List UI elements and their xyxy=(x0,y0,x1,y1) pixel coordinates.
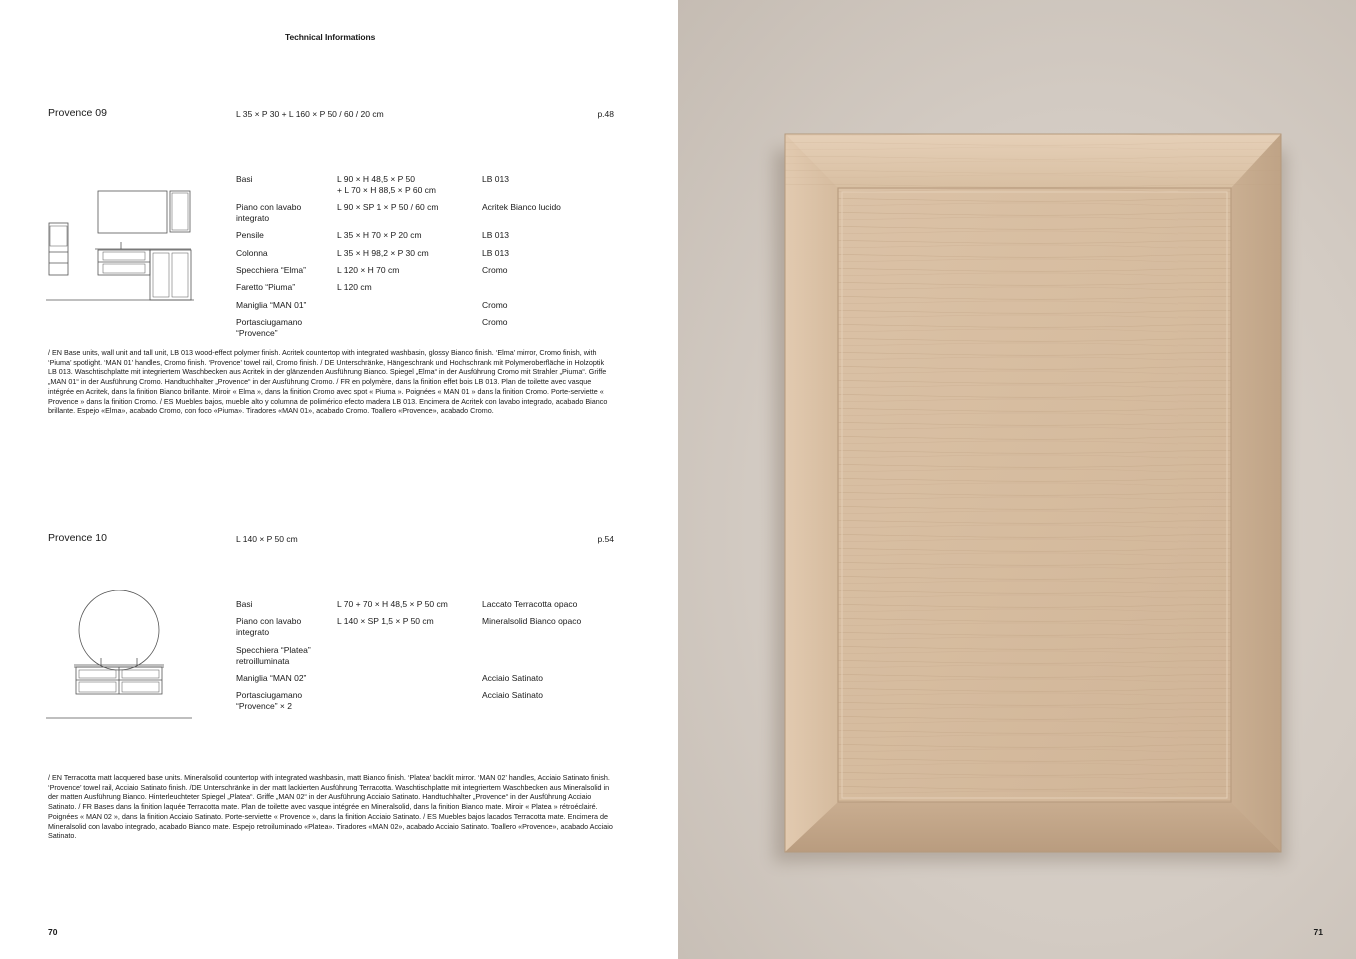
spec-size: L 35 × H 98,2 × P 30 cm xyxy=(337,248,429,258)
spec-size: L 140 × SP 1,5 × P 50 cm xyxy=(337,616,434,626)
spec-item: Maniglia “MAN 01” xyxy=(236,300,307,310)
product-page-ref: p.54 xyxy=(597,534,614,544)
right-page-photo xyxy=(678,0,1356,959)
product-description: / EN Base units, wall unit and tall unit, LB 013 wood-effect polymer finish. Acritek countertop with integrated washbasin, glossy Bianco finish. ‘Elma’ mirror, Cromo finish, with ‘Piuma’ spotlight. ‘MAN 01’ handles, Cromo finish. ‘Provence’ towel rail, Cromo finish. / DE Unterschränke, Hängeschrank und Hochschrank mit Polymeroberfläche in Holzoptik LB 013. Waschtischplatte mit integriertem Waschbecken aus Acritek in der glänzenden Ausführung Bianco. Spiegel „Elma“ in der Ausführung Cromo mit Strahler „Piuma“. Griffe „MAN 01“ in der Ausführung Cromo. Handtuchhalter „Provence“ in der Ausführung Cromo. / FR en polymère, dans la finition effet bois LB 013. Plan de toilette avec vasque intégrée en Acritek, dans la finition Bianco brillante. Miroir « Elma », dans la finition Cromo avec spot « Piuma ». Poignées « MAN 01 » dans la finition Cromo. Porte-serviette « Provence » dans la finition Cromo. / ES Muebles bajos, mueble alto y columna de polimérico efecto madera LB 013. Encimera de Acritek con lavabo integrado, acabado Bianco brillante. Espejo «Elma», acabado Cromo, con foco «Piuma». Tiradores «MAN 01», acabado Cromo. Toallero «Provence», acabado Cromo. xyxy=(48,348,608,416)
spec-item: Specchiera “Platea” retroilluminata xyxy=(236,645,311,666)
spec-finish: Cromo xyxy=(482,317,508,327)
spec-item: Specchiera “Elma” xyxy=(236,265,306,275)
provence-09-elevation-drawing xyxy=(46,188,194,306)
spec-size: L 90 × H 48,5 × P 50 + L 70 × H 88,5 × P 60 cm xyxy=(337,174,436,195)
spec-finish: LB 013 xyxy=(482,248,509,258)
spec-size: L 90 × SP 1 × P 50 / 60 cm xyxy=(337,202,439,212)
spec-item: Piano con lavabo integrato xyxy=(236,616,302,637)
spec-finish: Mineralsolid Bianco opaco xyxy=(482,616,582,626)
page-number-right: 71 xyxy=(1313,927,1323,937)
product-description: / EN Terracotta matt lacquered base units. Mineralsolid countertop with integrated washbasin, matt Bianco finish. ‘Platea’ backlit mirror. ‘MAN 02’ handles, Acciaio Satinato finish. ‘Provence’ towel rail, Acciaio Satinato finish. /DE Unterschränke in der matt lackierten Ausführung Terracotta. Waschtischplatte mit integriertem Waschbecken aus Mineralsolid in der matten Ausführung Bianco. Hinterleuchteter Spiegel „Platea“. Griffe „MAN 02“ in der Ausführung Acciaio Satinato. Handtuchhalter „Provence“ in der Ausführung Acciaio Satinato. / FR Bases dans la finition laquée Terracotta mate. Plan de toilette avec vasque intégrée en Mineralsolid, dans la finition Bianco mate. Miroir « Platea » rétroéclairé. Poignées « MAN 02 », dans la finition Acciaio Satinato. Porte-serviette « Provence », dans la finition Acciaio Satinato. / ES Muebles bajos lacados Terracotta mate. Encimera de Mineralsolid con lavabo integrado, acabado Bianco mate. Espejo retroiluminado «Platea». Tiradores «MAN 02», acabado Acciaio Satinato. Toallero «Provence», acabado Acciaio Satinato. xyxy=(48,773,613,841)
spec-finish: Acciaio Satinato xyxy=(482,690,543,700)
product-name: Provence 09 xyxy=(48,107,107,119)
spec-item: Piano con lavabo integrato xyxy=(236,202,302,223)
spec-size: L 120 × H 70 cm xyxy=(337,265,400,275)
provence-10-elevation-drawing xyxy=(46,590,194,722)
spec-item: Portasciugamano “Provence” × 2 xyxy=(236,690,303,711)
spec-size: L 35 × H 70 × P 20 cm xyxy=(337,230,422,240)
spec-size: L 70 + 70 × H 48,5 × P 50 cm xyxy=(337,599,448,609)
spec-item: Maniglia “MAN 02” xyxy=(236,673,307,683)
spec-finish: Laccato Terracotta opaco xyxy=(482,599,578,609)
spec-item: Basi xyxy=(236,599,253,609)
wood-door-panel-photo xyxy=(678,0,1356,959)
spec-item: Portasciugamano “Provence” xyxy=(236,317,303,338)
spec-finish: Cromo xyxy=(482,300,508,310)
spec-finish: LB 013 xyxy=(482,230,509,240)
product-name: Provence 10 xyxy=(48,532,107,544)
spec-item: Faretto “Piuma” xyxy=(236,282,296,292)
spec-finish: Acritek Bianco lucido xyxy=(482,202,561,212)
section-title: Technical Informations xyxy=(285,32,376,42)
spec-finish: LB 013 xyxy=(482,174,509,184)
product-dimensions: L 140 × P 50 cm xyxy=(236,534,298,544)
product-dimensions: L 35 × P 30 + L 160 × P 50 / 60 / 20 cm xyxy=(236,109,384,119)
spec-size: L 120 cm xyxy=(337,282,372,292)
spec-item: Pensile xyxy=(236,230,264,240)
spec-finish: Acciaio Satinato xyxy=(482,673,543,683)
spec-finish: Cromo xyxy=(482,265,508,275)
page-number-left: 70 xyxy=(48,927,58,937)
product-page-ref: p.48 xyxy=(597,109,614,119)
spec-item: Basi xyxy=(236,174,253,184)
spec-item: Colonna xyxy=(236,248,268,258)
